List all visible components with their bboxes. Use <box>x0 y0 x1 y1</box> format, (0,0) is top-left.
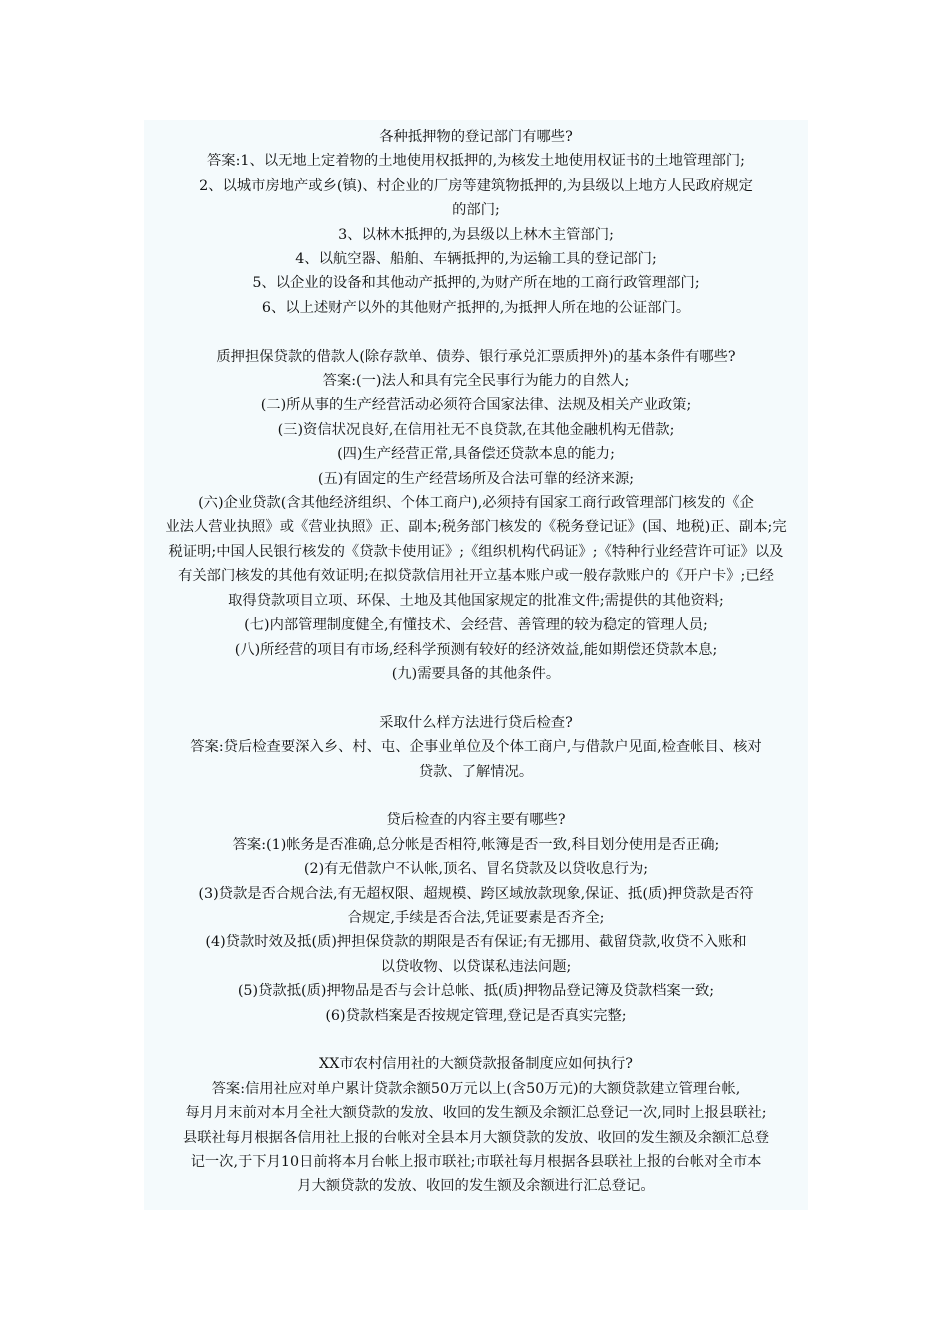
section-gap <box>144 320 808 344</box>
answer-continuation: 有关部门核发的其他有效证明;在拟贷款信用社开立基本账户或一般存款账户的《开户卡》;已经 <box>178 568 774 585</box>
answer-line: 答案:贷后检查要深入乡、村、屯、企事业单位及个体工商户,与借款户见面,检查帐目、核对 <box>190 739 762 756</box>
answer-continuation: (二)所从事的生产经营活动必须符合国家法律、法规及相关产业政策; <box>260 397 692 414</box>
answer-continuation: 6、以上述财产以外的其他财产抵押的,为抵押人所在地的公证部门。 <box>261 299 691 316</box>
answer-continuation: 贷款、了解情况。 <box>418 763 534 780</box>
answer-continuation: (五)有固定的生产经营场所及合法可靠的经济来源; <box>317 470 635 487</box>
answer-continuation: 合规定,手续是否合法,凭证要素是否齐全; <box>347 909 605 926</box>
answer-line: 答案:信用社应对单户累计贷款余额50万元以上(含50万元)的大额贷款建立管理台帐, <box>211 1080 741 1097</box>
answer-continuation: 2、以城市房地产或乡(镇)、村企业的厂房等建筑物抵押的,为县级以上地方人民政府规定 <box>199 177 753 194</box>
answer-continuation: 的部门; <box>452 202 500 219</box>
document-body <box>144 125 808 1199</box>
answer-continuation: (2)有无借款户不认帐,顶名、冒名贷款及以贷收息行为; <box>303 861 649 878</box>
answer-continuation: 税证明;中国人民银行核发的《贷款卡使用证》;《组织机构代码证》;《特种行业经营许可证》以及 <box>168 543 784 560</box>
answer-continuation: 记一次,于下月10日前将本月台帐上报市联社;市联社每月根据各县联社上报的台帐对全市本 <box>190 1154 762 1170</box>
answer-continuation: (六)企业贷款(含其他经济组织、个体工商户),必须持有国家工商行政管理部门核发的《企 <box>198 495 754 512</box>
answer-continuation: (八)所经营的项目有市场,经科学预测有较好的经济效益,能如期偿还贷款本息; <box>234 641 718 658</box>
answer-continuation: 5、以企业的设备和其他动产抵押的,为财产所在地的工商行政管理部门; <box>252 275 700 292</box>
answer-continuation: (四)生产经营正常,具备偿还贷款本息的能力; <box>337 446 615 463</box>
answer-continuation: (3)贷款是否合规合法,有无超权限、超规模、跨区域放款现象,保证、抵(质)押贷款是否符 <box>198 885 754 902</box>
answer-continuation: (九)需要具备的其他条件。 <box>391 665 561 682</box>
qa-section <box>144 345 808 687</box>
answer-continuation: (三)资信状况良好,在信用社无不良贷款,在其他金融机构无借款; <box>277 421 675 438</box>
qa-section <box>144 125 808 320</box>
section-gap <box>144 1028 808 1052</box>
question-heading: XX市农村信用社的大额贷款报备制度应如何执行? <box>319 1056 633 1073</box>
answer-continuation: 以贷收物、以贷谋私违法问题; <box>380 958 572 975</box>
answer-continuation: (6)贷款档案是否按规定管理,登记是否真实完整; <box>325 1007 627 1024</box>
question-heading: 各种抵押物的登记部门有哪些? <box>379 129 573 145</box>
answer-line: 答案:(1)帐务是否准确,总分帐是否相符,帐簿是否一致,科目划分使用是否正确; <box>232 836 720 853</box>
answer-line: 答案:1、以无地上定着物的土地使用权抵押的,为核发土地使用权证书的土地管理部门; <box>207 153 745 170</box>
question-heading: 质押担保贷款的借款人(除存款单、债券、银行承兑汇票质押外)的基本条件有哪些? <box>216 348 736 365</box>
answer-line: 答案:(一)法人和具有完全民事行为能力的自然人; <box>322 373 630 390</box>
answer-continuation: (4)贷款时效及抵(质)押担保贷款的期限是否有保证;有无挪用、截留贷款,收贷不入账和 <box>205 934 747 951</box>
answer-continuation: 业法人营业执照》或《营业执照》正、副本;税务部门核发的《税务登记证》(国、地税)正、副本;完 <box>165 519 787 536</box>
answer-continuation: 县联社每月根据各信用社上报的台帐对全县本月大额贷款的发放、收回的发生额及余额汇总登 <box>182 1129 770 1146</box>
answer-continuation: 每月月末前对本月全社大额贷款的发放、收回的发生额及余额汇总登记一次,同时上报县联社; <box>185 1105 767 1122</box>
question-heading: 采取什么样方法进行贷后检查? <box>379 714 573 731</box>
qa-section <box>144 711 808 784</box>
qa-section <box>144 1052 808 1198</box>
question-heading: 贷后检查的内容主要有哪些? <box>386 812 566 829</box>
section-gap <box>144 686 808 710</box>
answer-continuation: 取得贷款项目立项、环保、土地及其他国家规定的批准文件;需提供的其他资料; <box>228 592 724 609</box>
answer-continuation: 3、以林木抵押的,为县级以上林木主管部门; <box>338 226 614 243</box>
qa-section <box>144 808 808 1028</box>
section-gap <box>144 784 808 808</box>
answer-continuation: 月大额贷款的发放、收回的发生额及余额进行汇总登记。 <box>297 1178 655 1195</box>
answer-continuation: 4、以航空器、船舶、车辆抵押的,为运输工具的登记部门; <box>295 251 657 268</box>
answer-continuation: (5)贷款抵(质)押物品是否与会计总帐、抵(质)押物品登记簿及贷款档案一致; <box>237 983 715 1000</box>
answer-continuation: (七)内部管理制度健全,有懂技术、会经营、善管理的较为稳定的管理人员; <box>244 617 708 634</box>
